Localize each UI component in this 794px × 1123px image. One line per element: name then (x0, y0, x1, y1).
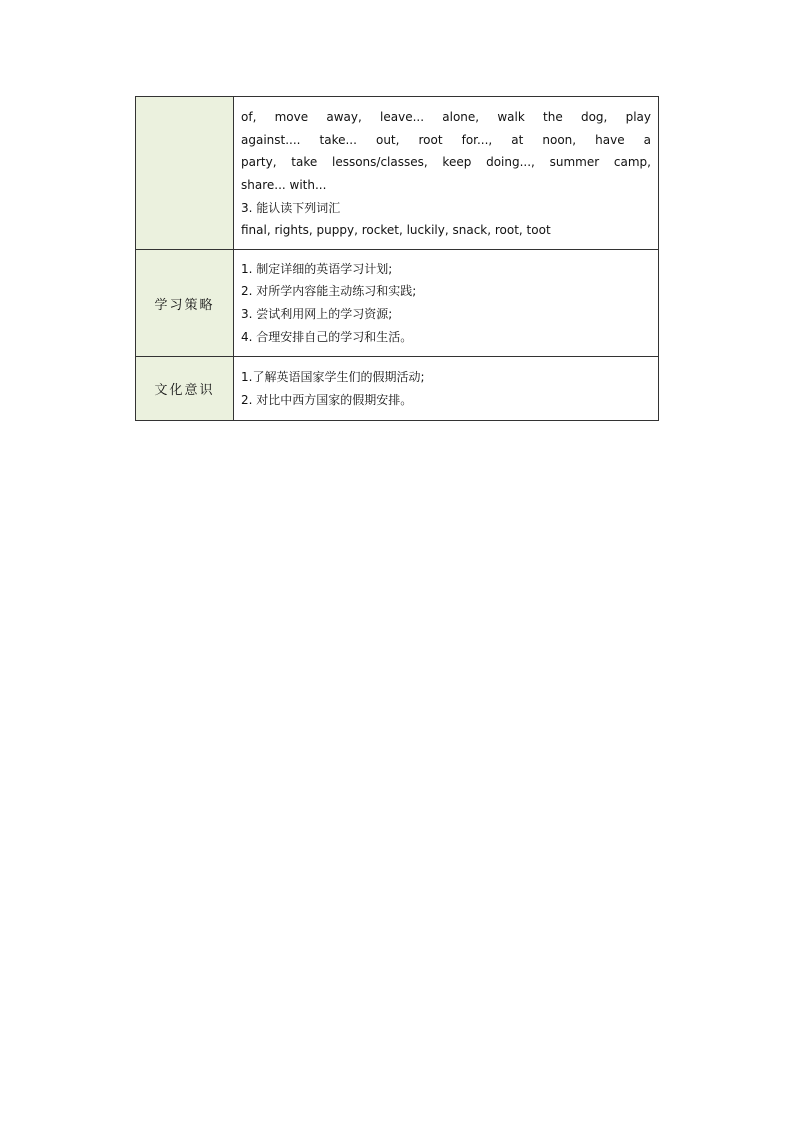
table-row (136, 250, 659, 357)
table-row (136, 97, 659, 250)
content-line: final, rights, puppy, rocket, luckily, snack, root, toot (241, 223, 551, 238)
content-line: 2. 对所学内容能主动练习和实践; (241, 284, 417, 299)
row-label-learning-strategy: 学习策略 (136, 250, 234, 357)
content-line: of, move away, leave... alone, walk the dog, play (241, 110, 651, 125)
content-line: against.... take... out, root for..., at noon, have a (241, 132, 651, 147)
row-content-cell (234, 97, 659, 250)
row-content-cell (234, 250, 659, 357)
content-line: 2. 对比中西方国家的假期安排。 (241, 392, 413, 407)
table-row (136, 357, 659, 421)
content-line: party, take lessons/classes, keep doing..., summer camp, (241, 155, 651, 170)
content-line: 3. 能认读下列词汇 (241, 200, 341, 215)
content-line: 4. 合理安排自己的学习和生活。 (241, 329, 413, 344)
row-content-cell (234, 357, 659, 421)
content-line: 3. 尝试利用网上的学习资源; (241, 307, 393, 321)
content-line: 1.了解英语国家学生们的假期活动; (241, 369, 425, 384)
content-line: 1. 制定详细的英语学习计划; (241, 261, 393, 276)
curriculum-table (135, 96, 659, 421)
content-line: share... with... (241, 178, 327, 192)
row-label-cell (136, 97, 234, 250)
row-label-cultural-awareness: 文化意识 (136, 357, 234, 421)
